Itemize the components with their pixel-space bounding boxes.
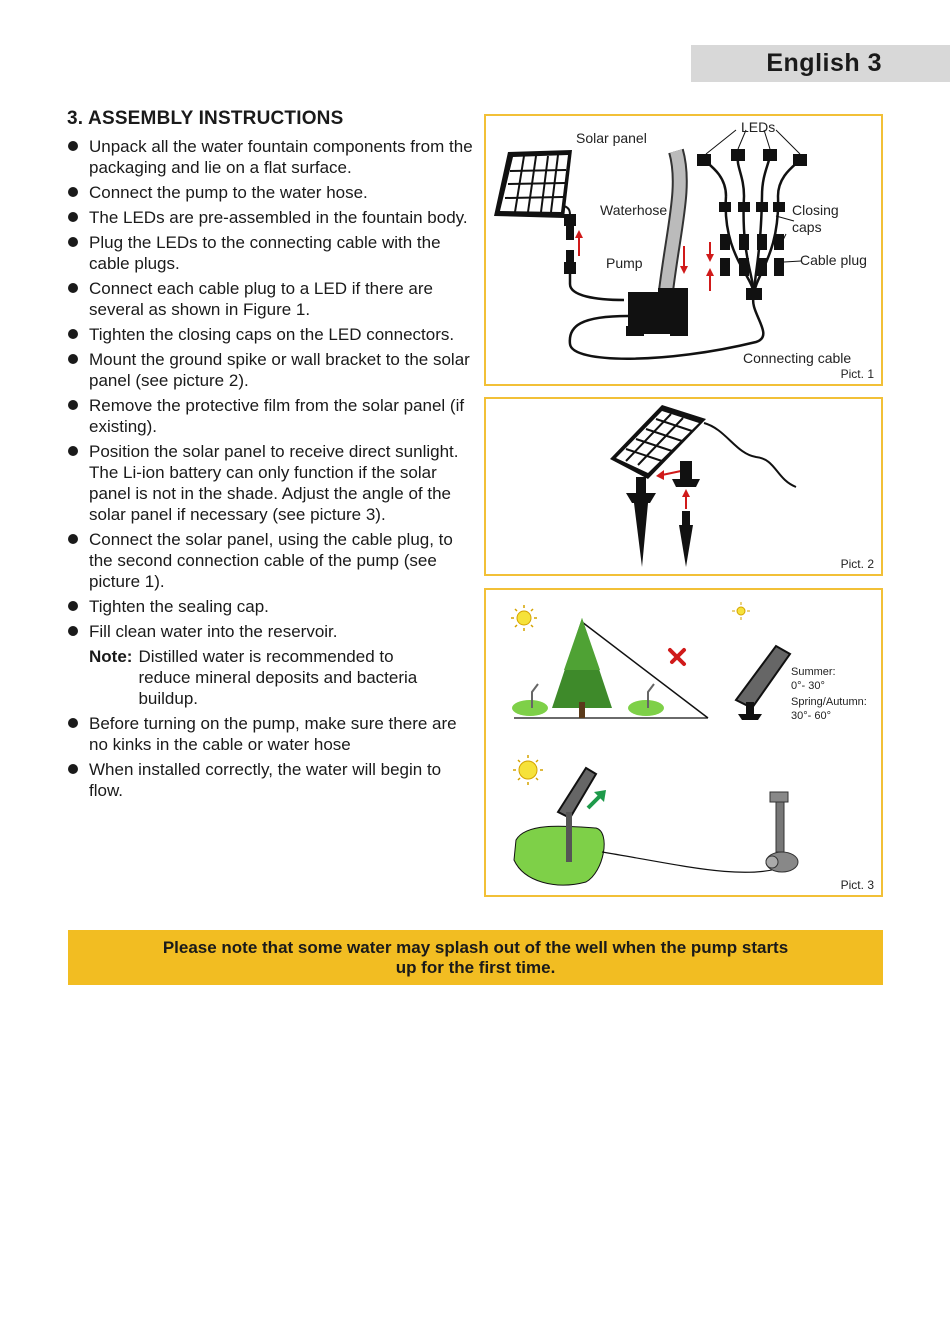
connecting-cable-label: Connecting cable: [743, 350, 852, 366]
step-item: Fill clean water into the reservoir.: [67, 621, 477, 642]
bullet-icon: [68, 601, 78, 611]
figure-1-caption: Pict. 1: [840, 367, 874, 381]
angled-panel-icon: [736, 646, 790, 720]
bullet-icon: [68, 400, 78, 410]
bullet-icon: [68, 446, 78, 456]
note-block: [67, 646, 477, 709]
step-item: Plug the LEDs to the connecting cable with the cable plugs.: [67, 232, 477, 274]
bullet-icon: [68, 212, 78, 222]
step-item: Unpack all the water fountain components from the packaging and lie on a flat surface.: [67, 136, 477, 178]
closing-caps-label-line1: Closing: [792, 202, 839, 218]
step-item: Connect the solar panel, using the cable plug, to the second connection cable of the pump (see picture 1).: [67, 529, 477, 592]
figure-1-wiring-diagram: [484, 114, 883, 386]
spring-autumn-angle: 30°- 60°: [791, 710, 831, 722]
step-item: Remove the protective film from the solar panel (if existing).: [67, 395, 477, 437]
figure-2-caption: Pict. 2: [840, 557, 874, 571]
step-item: Tighten the closing caps on the LED connectors.: [67, 324, 477, 345]
leds-label: LEDs: [741, 119, 776, 135]
pump-icon: [626, 288, 688, 336]
step-item: Position the solar panel to receive direct sunlight. The Li-ion battery can only function if the solar panel is not in the shade. Adjust the angle of the solar panel if necessary (see picture 3).: [67, 441, 477, 525]
step-item: Mount the ground spike or wall bracket to the solar panel (see picture 2).: [67, 349, 477, 391]
figure-3-placement: [484, 588, 883, 897]
section-heading: 3. ASSEMBLY INSTRUCTIONS: [67, 108, 344, 129]
step-item: Tighten the sealing cap.: [67, 596, 477, 617]
pump-label: Pump: [606, 255, 643, 271]
step-item: Before turning on the pump, make sure there are no kinks in the cable or water hose: [67, 713, 477, 755]
sun-icon: [511, 605, 537, 631]
summer-label: Summer:: [791, 666, 836, 678]
steps-list-b: [67, 713, 477, 801]
step-item: The LEDs are pre-assembled in the fountain body.: [67, 207, 477, 228]
closing-caps-label-line2: caps: [792, 219, 822, 235]
ground-spike-illustration: [486, 399, 885, 578]
small-sun-icon: [732, 602, 750, 620]
waterhose-label: Waterhose: [600, 202, 668, 218]
bullet-icon: [68, 283, 78, 293]
cross-icon: [670, 650, 684, 664]
note-label: Note:: [89, 647, 133, 666]
note-text: Distilled water is recommended to reduce mineral deposits and bacteria buildup.: [138, 647, 418, 708]
splash-warning-text: Please note that some water may splash out of the well when the pump starts up for the first time.: [162, 937, 789, 977]
step-item: Connect the pump to the water hose.: [67, 182, 477, 203]
cable-plug-label: Cable plug: [800, 252, 867, 268]
solar-panel-label: Solar panel: [576, 130, 647, 146]
summer-angle: 0°- 30°: [791, 680, 825, 692]
fountain-pump-icon: [766, 792, 798, 872]
bullet-icon: [68, 141, 78, 151]
splash-warning-banner: [68, 930, 883, 985]
tree-icon: [552, 618, 612, 718]
page-language-number: English 3: [766, 49, 882, 77]
solar-panel-icon: [494, 150, 572, 218]
figure-2-ground-spike: [484, 397, 883, 576]
step-item: When installed correctly, the water will begin to flow.: [67, 759, 477, 801]
bullet-icon: [68, 718, 78, 728]
bullet-icon: [68, 534, 78, 544]
spring-autumn-label: Spring/Autumn:: [791, 696, 867, 708]
bullet-icon: [68, 237, 78, 247]
step-item: Connect each cable plug to a LED if there are several as shown in Figure 1.: [67, 278, 477, 320]
bullet-icon: [68, 187, 78, 197]
language-page-tab: [691, 45, 950, 82]
bullet-icon: [68, 764, 78, 774]
sun-large-icon: [513, 755, 543, 785]
steps-list-a: [67, 136, 477, 642]
bullet-icon: [68, 354, 78, 364]
bullet-icon: [68, 626, 78, 636]
placement-illustration: [486, 590, 885, 899]
bullet-icon: [68, 329, 78, 339]
figure-3-caption: Pict. 3: [840, 878, 874, 892]
instructions-column: [67, 108, 477, 805]
